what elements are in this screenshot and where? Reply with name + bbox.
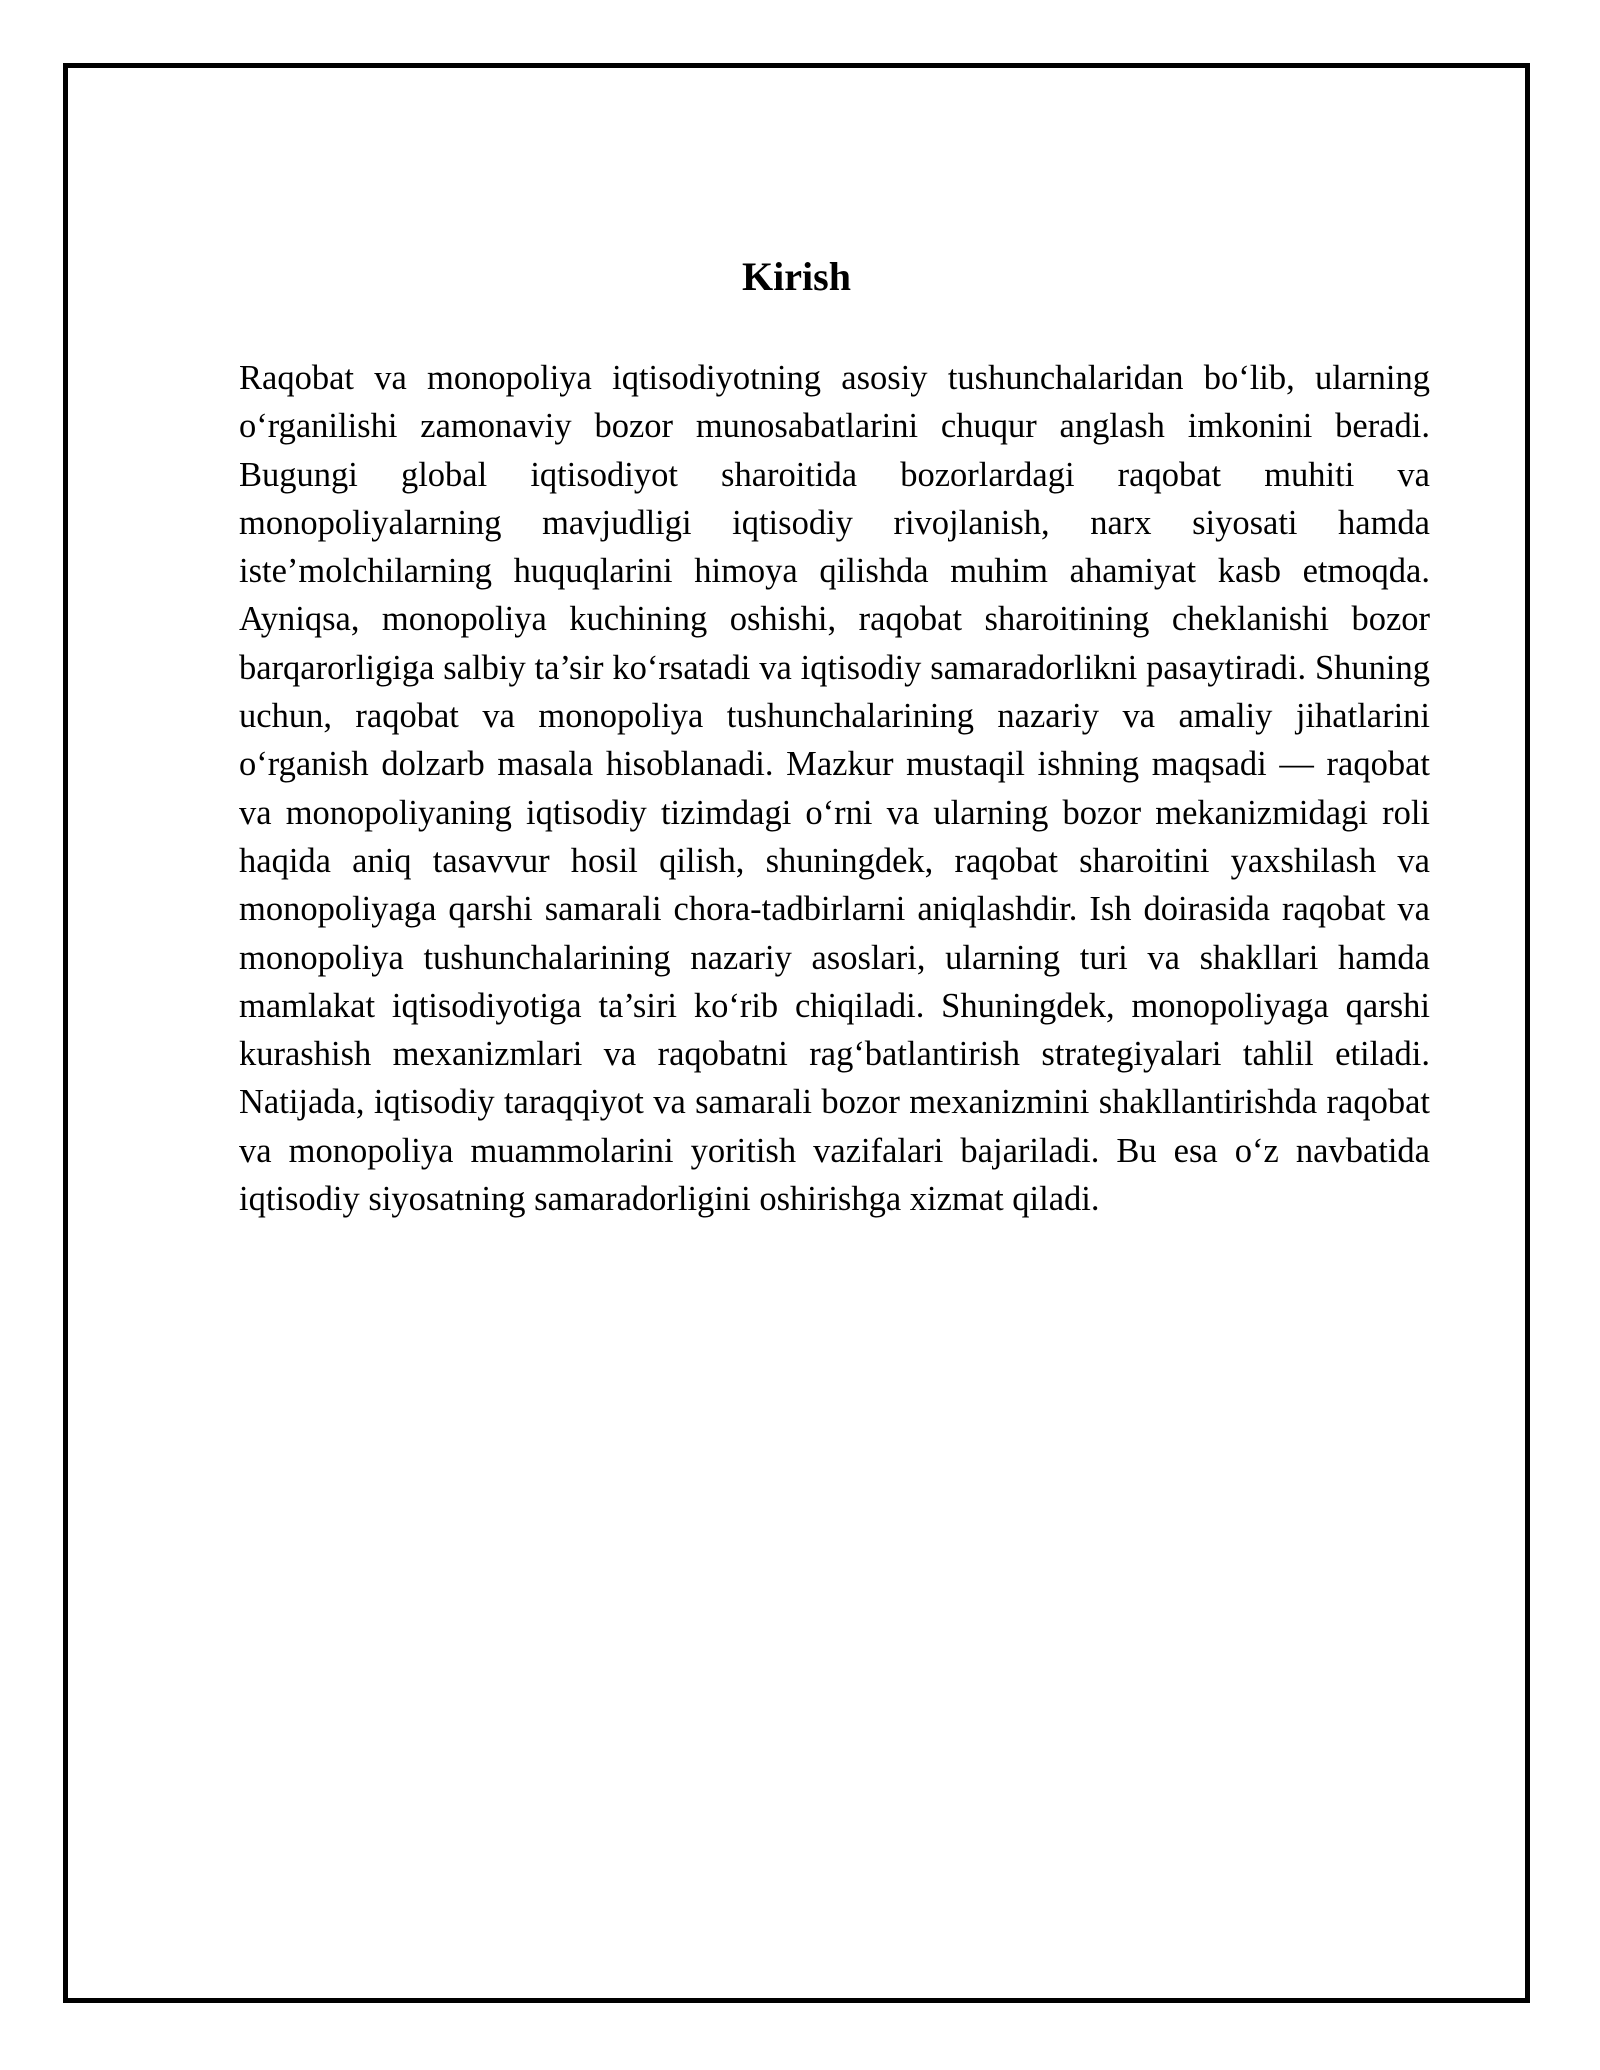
page-border <box>63 63 1530 2003</box>
document-title: Kirish <box>742 254 851 299</box>
document-body-paragraph: Raqobat va monopoliya iqtisodiyotning asosiy tushunchalaridan bo‘lib, ularning o‘rganilishi zamonaviy bozor munosabatlarini chuqur anglash imkonini beradi. Bugungi global iqtisodiyot sharoitida bozorlardagi raqobat muhiti va monopoliyalarning mavjudligi iqtisodiy rivojlanish, narx siyosati hamda iste’molchilarning huquqlarini himoya qilishda muhim ahamiyat kasb etmoqda. Ayniqsa, monopoliya kuchining oshishi, raqobat sharoitining cheklanishi bozor barqarorligiga salbiy ta’sir ko‘rsatadi va iqtisodiy samaradorlikni pasaytiradi. Shuning uchun, raqobat va monopoliya tushunchalarining nazariy va amaliy jihatlarini o‘rganish dolzarb masala hisoblanadi. Mazkur mustaqil ishning maqsadi — raqobat va monopoliyaning iqtisodiy tizimdagi o‘rni va ularning bozor mekanizmidagi roli haqida aniq tasavvur hosil qilish, shuningdek, raqobat sharoitini yaxshilash va monopoliyaga qarshi samarali chora-tadbirlarni aniqlashdir. Ish doirasida raqobat va monopoliya tushunchalarining nazariy asoslari, ularning turi va shakllari hamda mamlakat iqtisodiyotiga ta’siri ko‘rib chiqiladi. Shuningdek, monopoliyaga qarshi kurashish mexanizmlari va raqobatni rag‘batlantirish strategiyalari tahlil etiladi. Natijada, iqtisodiy taraqqiyot va samarali bozor mexanizmini shakllantirishda raqobat va monopoliya muammolarini yoritish vazifalari bajariladi. Bu esa o‘z navbatida iqtisodiy siyosatning samaradorligini oshirishga xizmat qiladi. <box>239 359 1430 1219</box>
